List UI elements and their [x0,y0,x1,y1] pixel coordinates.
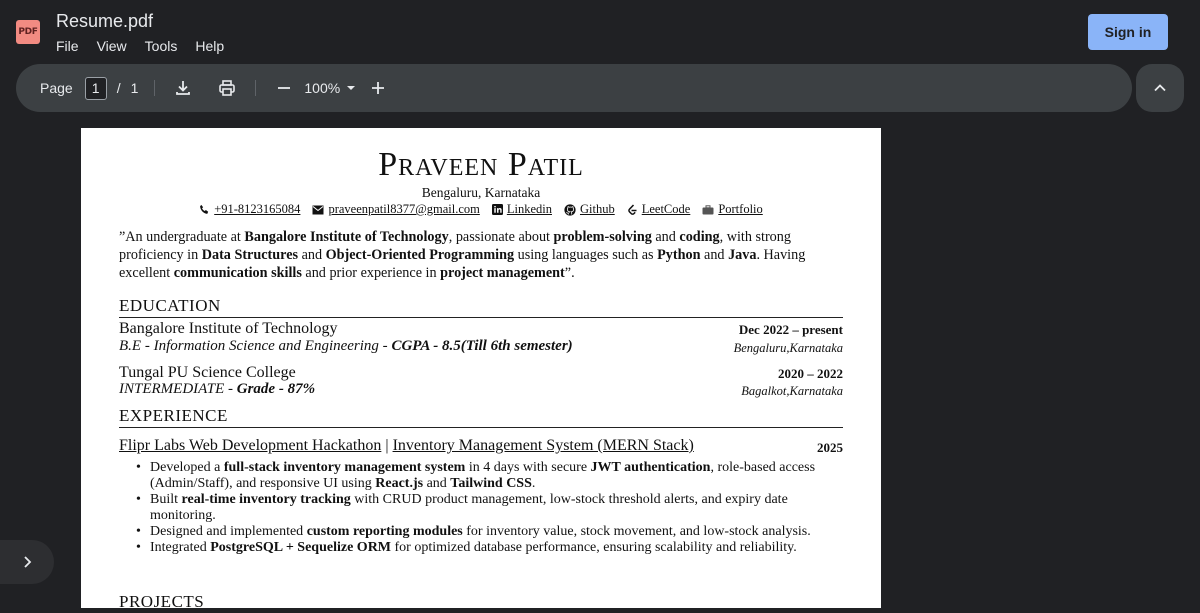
list-item: • Designed and implemented custom reporting modules for inventory value, stock movement, and low-stock analysis. [119,524,843,540]
list-item: • Integrated PostgreSQL + Sequelize ORM for optimized database performance, ensuring scalability and reliability. [119,540,843,556]
contact-portfolio[interactable]: Portfolio [702,202,762,217]
experience-heading: EXPERIENCE [119,406,843,428]
toolbar-divider [154,80,155,96]
menu-bar [56,38,224,54]
education-place: Bengaluru,Karnataka [733,341,843,355]
degree-text: B.E - Information Science and Engineering - CGPA - 8.5(Till 6th semester) [119,338,573,354]
contact-github[interactable]: Github [564,202,615,217]
menu-tools[interactable]: Tools [144,38,178,54]
pdf-page [81,128,881,611]
list-item: • Developed a full-stack inventory management system in 4 days with secure JWT authentication, role-based access (Admin/Staff), and responsive UI using React.js and Tailwind CSS. [119,460,843,492]
pdf-app-icon: PDF [16,20,40,44]
menu-help[interactable]: Help [195,38,225,54]
institution-name: Tungal PU Science College [119,364,296,381]
resume-location: Bengaluru, Karnataka [421,185,541,200]
briefcase-icon [702,205,714,215]
minus-icon [276,80,292,96]
sidebar-toggle-button[interactable] [0,540,54,584]
pdf-toolbar [16,64,1132,112]
education-dates: 2020 – 2022 [778,366,843,381]
zoom-in-button[interactable] [362,72,394,104]
phone-icon [199,204,210,215]
leetcode-icon [627,204,638,216]
degree-text: INTERMEDIATE - Grade - 87% [119,381,316,397]
contact-email[interactable]: praveenpatil8377@gmail.com [312,202,479,217]
page-separator: / [116,80,121,96]
collapse-toolbar-button[interactable] [1136,64,1184,112]
print-button[interactable] [211,72,243,104]
dropdown-arrow-icon [344,81,358,95]
toolbar-divider [255,80,256,96]
total-pages: 1 [130,80,139,96]
zoom-out-button[interactable] [268,72,300,104]
list-item: • Built real-time inventory tracking with CRUD product management, low-stock threshold alerts, and expiry date monitoring. [119,492,843,524]
contact-phone[interactable]: +91-8123165084 [199,202,300,217]
contact-leetcode[interactable]: LeetCode [627,202,691,217]
menu-view[interactable]: View [96,38,127,54]
menu-file[interactable]: File [56,38,79,54]
experience-project-link[interactable]: Inventory Management System (MERN Stack) [392,437,694,454]
experience-year: 2025 [817,440,843,455]
institution-name: Bangalore Institute of Technology [119,320,338,337]
zoom-select[interactable] [304,80,358,96]
github-icon [564,204,576,216]
experience-title: Flipr Labs Web Development Hackathon | Inventory Management System (MERN Stack) [119,437,694,454]
education-dates: Dec 2022 – present [738,322,843,337]
education-heading: EDUCATION [119,296,843,318]
print-icon [218,79,236,97]
experience-org-link[interactable]: Flipr Labs Web Development Hackathon [119,437,382,454]
resume-name: Praveen Patil [378,146,584,183]
page-number-input[interactable] [85,77,107,100]
email-icon [312,205,324,215]
chevron-up-icon [1152,80,1168,96]
education-place: Bagalkot,Karnataka [741,384,843,398]
download-icon [174,79,192,97]
plus-icon [370,80,386,96]
document-title: Resume.pdf [56,11,154,31]
resume-summary: ”An undergraduate at Bangalore Institute of Technology, passionate about problem-solving and coding, with strong proficiency in Data Structures and Object-Oriented Programming using languages such as Python and Java. Having excellent communication skills and prior experience in project management”. [119,229,806,281]
page-label: Page [40,80,73,96]
sign-in-button[interactable]: Sign in [1088,14,1168,50]
projects-heading: PROJECTS [119,592,205,611]
contact-links [119,202,843,217]
chevron-right-icon [19,554,35,570]
download-button[interactable] [167,72,199,104]
experience-bullets [119,460,843,556]
linkedin-icon [492,204,503,215]
zoom-level: 100% [304,80,341,96]
contact-linkedin[interactable]: Linkedin [492,202,552,217]
